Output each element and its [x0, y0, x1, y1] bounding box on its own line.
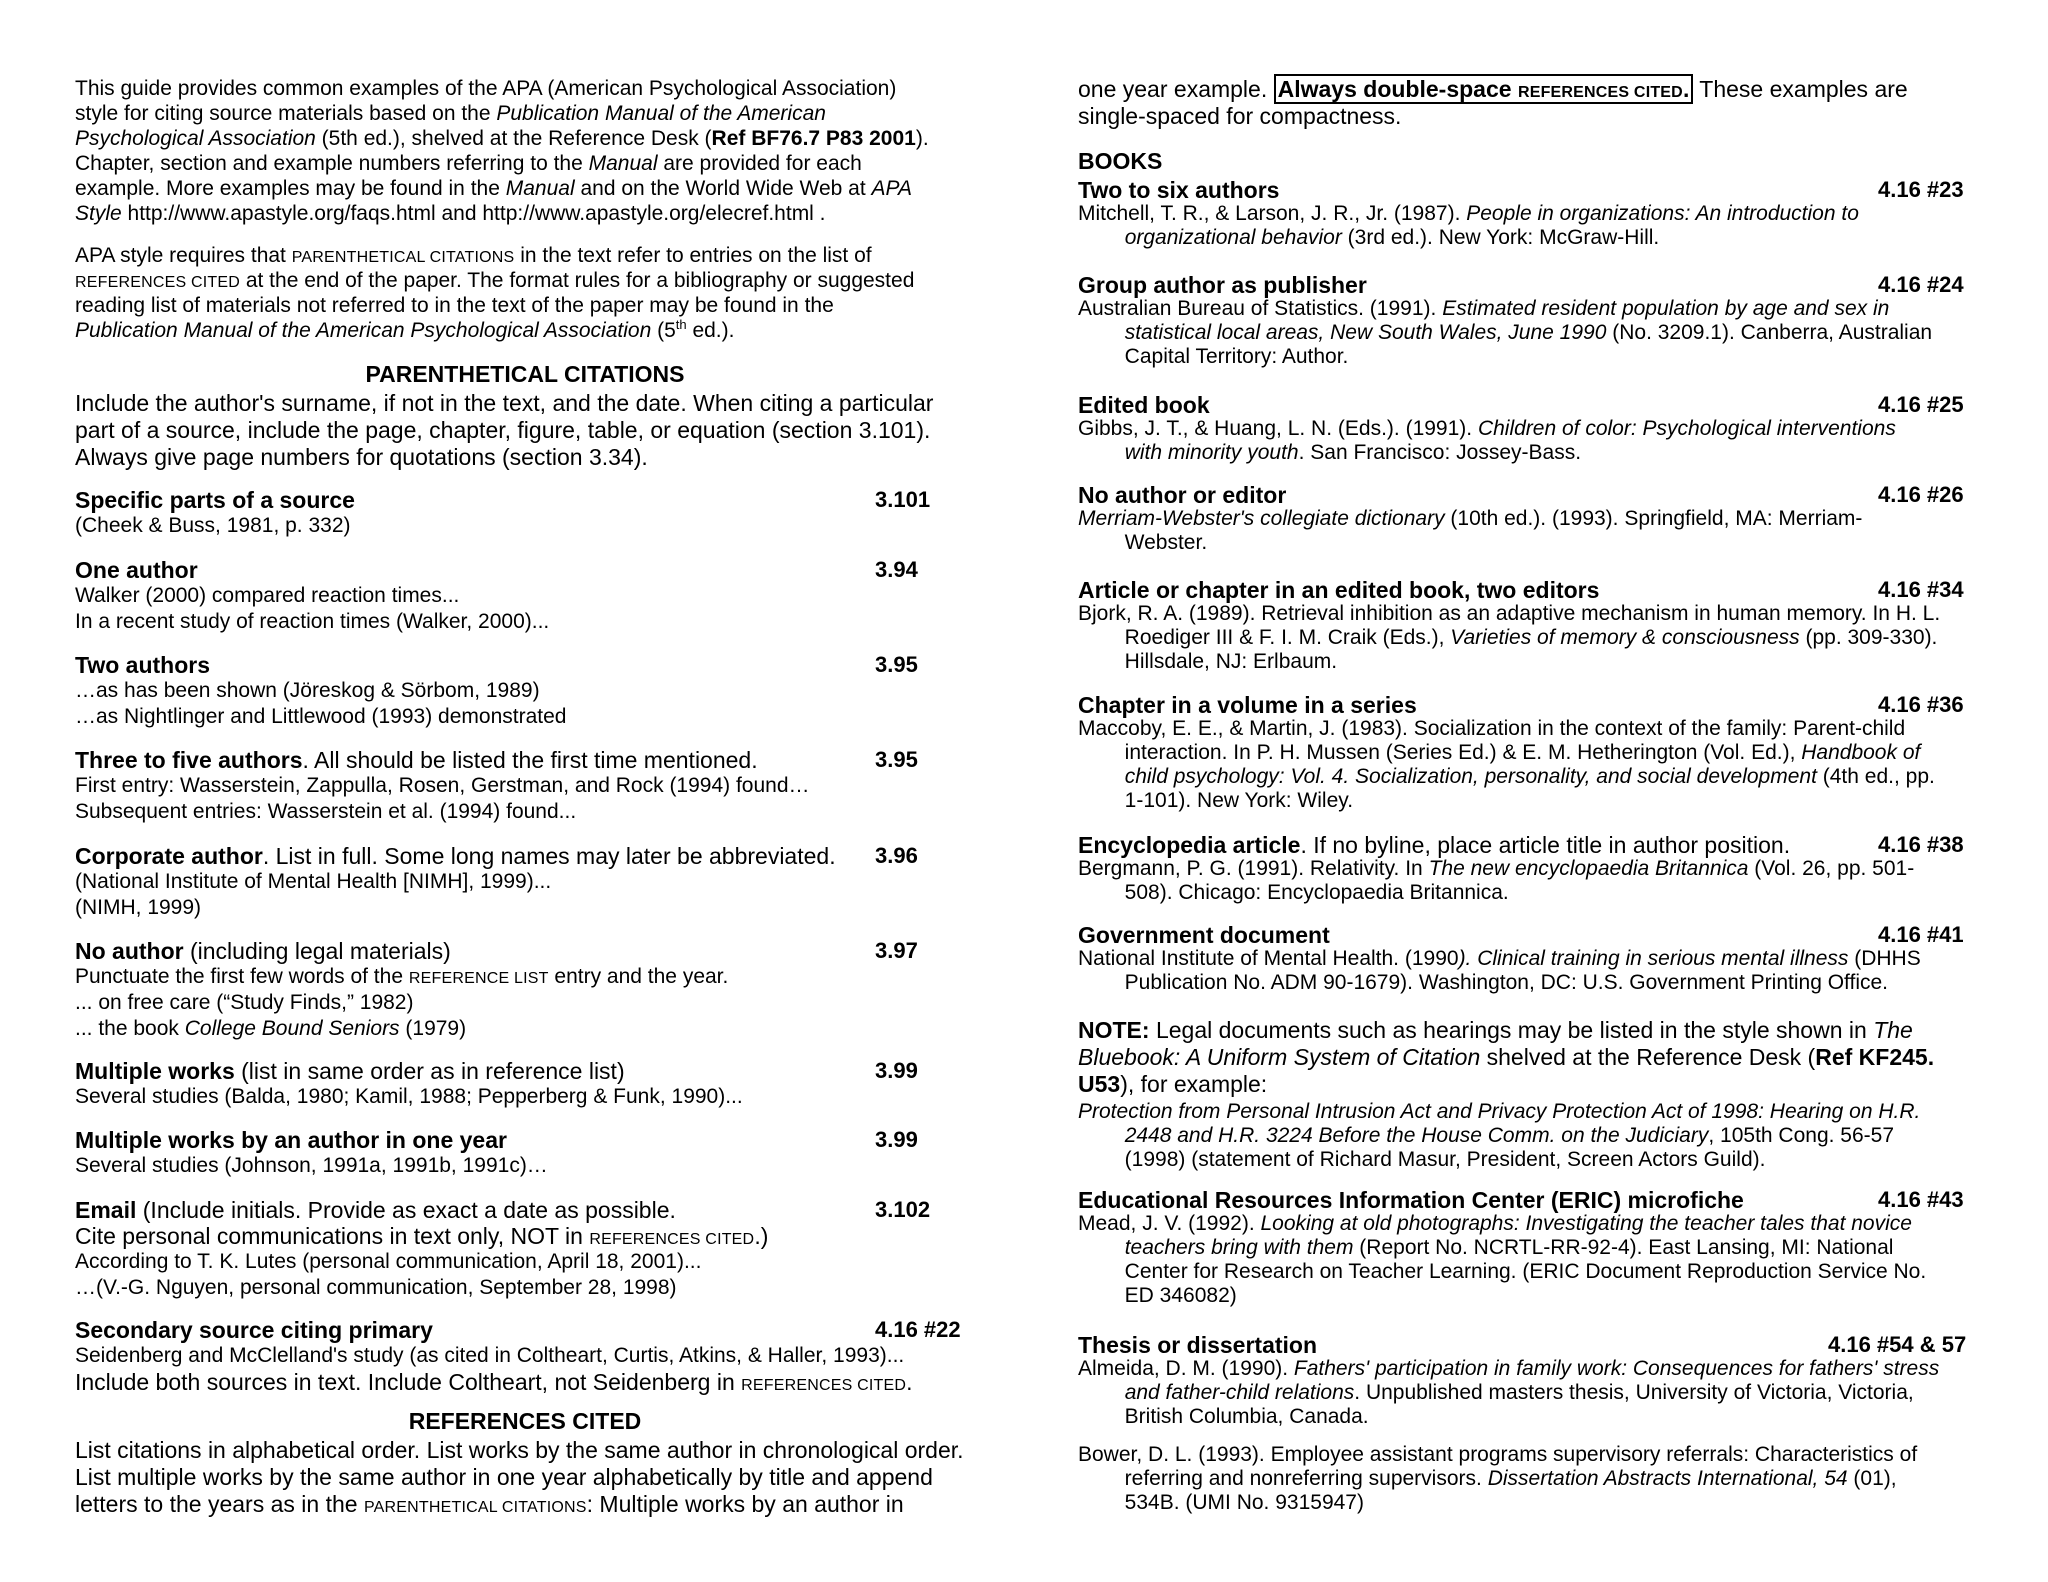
entry-line: National Institute of Mental Health. (1990). Clinical training in serious mental illness (DHHS [1078, 947, 1921, 970]
entry-line: ED 346082) [1078, 1284, 1237, 1307]
entry-title: Multiple works (list in same order as in reference list) [75, 1058, 625, 1084]
section-heading: REFERENCES CITED [408, 1408, 642, 1434]
entry-line: and father-child relations. Unpublished masters thesis, University of Victoria, Victoria, [1124, 1381, 1914, 1404]
intro-line: This guide provides common examples of the APA (American Psychological Association) [75, 77, 897, 100]
entry-line: Walker (2000) compared reaction times... [75, 584, 460, 607]
intro-line: Always give page numbers for quotations (section 3.34). [75, 444, 648, 470]
section-heading: PARENTHETICAL CITATIONS [365, 361, 685, 387]
entry-line: Center for Research on Teacher Learning. (ERIC Document Reproduction Service No. [1078, 1260, 1927, 1283]
entry-line: ... on free care (“Study Finds,” 1982) [75, 991, 414, 1014]
entry-line: Webster. [1078, 531, 1208, 554]
entry-line: 534B. (UMI No. 9315947) [1078, 1491, 1364, 1514]
entry-title: Email (Include initials. Provide as exact a date as possible. [75, 1197, 676, 1223]
section-number: 4.16 #25 [1878, 392, 1964, 417]
entry-line: Gibbs, J. T., & Huang, L. N. (Eds.). (1991). Children of color: Psychological interventions [1078, 417, 1896, 440]
entry-line: Subsequent entries: Wasserstein et al. (1994) found... [75, 800, 577, 823]
section-number: 3.99 [875, 1058, 918, 1083]
entry-title: Educational Resources Information Center (ERIC) microfiche [1078, 1187, 1744, 1213]
entry-title: Article or chapter in an edited book, two editors [1078, 577, 1600, 603]
section-number: 3.95 [875, 652, 918, 677]
entry-line: (NIMH, 1999) [75, 896, 202, 919]
intro-line: example. More examples may be found in the Manual and on the World Wide Web at APA [75, 177, 912, 200]
entry-line: Several studies (Johnson, 1991a, 1991b, 1991c)… [75, 1154, 548, 1177]
entry-line: First entry: Wasserstein, Zappulla, Rosen, Gerstman, and Rock (1994) found… [75, 774, 810, 797]
entry-line: Punctuate the first few words of the REFERENCE LIST entry and the year. [75, 965, 729, 988]
section-number: 4.16 #54 & 57 [1828, 1332, 1967, 1357]
intro-line: reading list of materials not referred to in the text of the paper may be found in the [75, 294, 834, 317]
entry-line: Several studies (Balda, 1980; Kamil, 1988; Pepperberg & Funk, 1990)... [75, 1085, 743, 1108]
section-number: 4.16 #34 [1878, 577, 1964, 602]
intro-line: REFERENCES CITED at the end of the paper. The format rules for a bibliography or suggested [75, 269, 915, 292]
intro-line: style for citing source materials based on the Publication Manual of the American [75, 102, 826, 125]
entry-line: teachers bring with them (Report No. NCRTL-RR-92-4). East Lansing, MI: National [1124, 1236, 1894, 1259]
note-line: 2448 and H.R. 3224 Before the House Comm. on the Judiciary, 105th Cong. 56-57 [1124, 1124, 1894, 1147]
section-number: 3.99 [875, 1127, 918, 1152]
intro-line: Chapter, section and example numbers referring to the Manual are provided for each [75, 152, 862, 175]
entry-line: Seidenberg and McClelland's study (as cited in Coltheart, Curtis, Atkins, & Haller, 1993)... [75, 1344, 905, 1367]
section-number: 4.16 #22 [875, 1317, 961, 1342]
entry-title: Edited book [1078, 392, 1210, 418]
entry-line: (National Institute of Mental Health [NIMH], 1999)... [75, 870, 552, 893]
entry-line: According to T. K. Lutes (personal communication, April 18, 2001)... [75, 1250, 702, 1273]
section-number: 4.16 #23 [1878, 177, 1964, 202]
entry-line: Merriam-Webster's collegiate dictionary (10th ed.). (1993). Springfield, MA: Merriam- [1078, 507, 1863, 530]
intro-line: Style http://www.apastyle.org/faqs.html and http://www.apastyle.org/elecref.html . [75, 202, 826, 225]
entry-line: …(V.-G. Nguyen, personal communication, September 28, 1998) [75, 1276, 677, 1299]
entry-line: organizational behavior (3rd ed.). New York: McGraw-Hill. [1124, 226, 1660, 249]
entry-line: Capital Territory: Author. [1078, 345, 1349, 368]
entry-title: No author (including legal materials) [75, 938, 451, 964]
entry-line: Cite personal communications in text only, NOT in REFERENCES CITED.) [75, 1223, 769, 1249]
entry-title: Two authors [75, 652, 211, 678]
section-number: 3.95 [875, 747, 918, 772]
entry-line: Bjork, R. A. (1989). Retrieval inhibition as an adaptive mechanism in human memory. In H. L. [1078, 602, 1941, 625]
entry-line: Bower, D. L. (1993). Employee assistant programs supervisory referrals: Characteristics of [1078, 1443, 1918, 1466]
entry-line: Hillsdale, NJ: Erlbaum. [1078, 650, 1338, 673]
entry-line: Mitchell, T. R., & Larson, J. R., Jr. (1987). People in organizations: An introduction to [1078, 202, 1859, 225]
section-number: 4.16 #36 [1878, 692, 1964, 717]
section-heading: BOOKS [1078, 148, 1163, 174]
entry-line: Bergmann, P. G. (1991). Relativity. In The new encyclopaedia Britannica (Vol. 26, pp. 501- [1078, 857, 1915, 880]
entry-line: Publication No. ADM 90-1679). Washington, DC: U.S. Government Printing Office. [1078, 971, 1889, 994]
entry-line: interaction. In P. H. Mussen (Series Ed.) & E. M. Hetherington (Vol. Ed.), Handbook of [1078, 741, 1921, 764]
section-number: 4.16 #41 [1878, 922, 1964, 947]
section-number: 3.97 [875, 938, 918, 963]
intro-line: single-spaced for compactness. [1078, 103, 1402, 129]
section-number: 4.16 #24 [1878, 272, 1964, 297]
entry-line: Roediger III & F. I. M. Craik (Eds.), Varieties of memory & consciousness (pp. 309-330). [1078, 626, 1938, 649]
entry-line: Maccoby, E. E., & Martin, J. (1983). Socialization in the context of the family: Parent-child [1078, 717, 1906, 740]
entry-line: (Cheek & Buss, 1981, p. 332) [75, 514, 351, 537]
intro-line: Psychological Association (5th ed.), shelved at the Reference Desk (Ref BF76.7 P83 2001). [75, 127, 929, 150]
entry-line: Australian Bureau of Statistics. (1991). Estimated resident population by age and sex in [1078, 297, 1890, 320]
entry-line: …as Nightlinger and Littlewood (1993) demonstrated [75, 705, 567, 728]
entry-title: No author or editor [1078, 482, 1287, 508]
section-number: 4.16 #38 [1878, 832, 1964, 857]
entry-title: Encyclopedia article. If no byline, place article title in author position. [1078, 832, 1791, 858]
entry-line: Almeida, D. M. (1990). Fathers' participation in family work: Consequences for fathers' stress [1078, 1357, 1940, 1380]
intro-line: letters to the years as in the PARENTHETICAL CITATIONS: Multiple works by an author in [75, 1491, 904, 1517]
entry-title: Group author as publisher [1078, 272, 1367, 298]
entry-line: British Columbia, Canada. [1078, 1405, 1369, 1428]
entry-title: Multiple works by an author in one year [75, 1127, 507, 1153]
entry-line: 1-101). New York: Wiley. [1078, 789, 1354, 812]
entry-line: child psychology: Vol. 4. Socialization, personality, and social development (4th ed., pp. [1124, 765, 1935, 788]
entry-title: Specific parts of a source [75, 487, 355, 513]
entry-line: Mead, J. V. (1992). Looking at old photographs: Investigating the teacher tales that novice [1078, 1212, 1912, 1235]
intro-line: APA style requires that PARENTHETICAL CITATIONS in the text refer to entries on the list of [75, 244, 872, 267]
intro-line: one year example. Always double-space REFERENCES CITED. These examples are [1078, 76, 1908, 102]
entry-line: ... the book College Bound Seniors (1979) [75, 1017, 467, 1040]
intro-line: Include the author's surname, if not in the text, and the date. When citing a particular [75, 390, 934, 416]
section-number: 3.101 [875, 487, 931, 512]
intro-line: part of a source, include the page, chapter, figure, table, or equation (section 3.101). [75, 417, 931, 443]
entry-line: 508). Chicago: Encyclopaedia Britannica. [1078, 881, 1509, 904]
section-number: 3.102 [875, 1197, 931, 1222]
section-number: 4.16 #43 [1878, 1187, 1964, 1212]
section-number: 3.94 [875, 557, 918, 582]
note-line: NOTE: Legal documents such as hearings may be listed in the style shown in The [1078, 1017, 1913, 1043]
entry-title: Two to six authors [1078, 177, 1280, 203]
section-number: 4.16 #26 [1878, 482, 1964, 507]
entry-line: referring and nonreferring supervisors. Dissertation Abstracts International, 54 (01), [1078, 1467, 1897, 1490]
entry-title: Corporate author. List in full. Some long names may later be abbreviated. [75, 843, 836, 869]
entry-line: Include both sources in text. Include Coltheart, not Seidenberg in REFERENCES CITED. [75, 1369, 913, 1395]
entry-title: Thesis or dissertation [1078, 1332, 1318, 1358]
intro-line: List multiple works by the same author in one year alphabetically by title and append [75, 1464, 933, 1490]
entry-title: Three to five authors. All should be listed the first time mentioned. [75, 747, 758, 773]
intro-line: Publication Manual of the American Psychological Association (5th ed.). [75, 317, 735, 342]
entry-title: Secondary source citing primary [75, 1317, 433, 1343]
note-line: Protection from Personal Intrusion Act and Privacy Protection Act of 1998: Hearing on H.R. [1078, 1100, 1921, 1123]
entry-line: …as has been shown (Jöreskog & Sörbom, 1989) [75, 679, 540, 702]
entry-line: statistical local areas, New South Wales, June 1990 (No. 3209.1). Canberra, Australian [1124, 321, 1933, 344]
entry-title: One author [75, 557, 198, 583]
entry-title: Government document [1078, 922, 1330, 948]
intro-line: List citations in alphabetical order. List works by the same author in chronological order. [75, 1437, 964, 1463]
entry-line: with minority youth. San Francisco: Jossey-Bass. [1124, 441, 1582, 464]
note-line: U53), for example: [1078, 1071, 1268, 1097]
note-line: Bluebook: A Uniform System of Citation shelved at the Reference Desk (Ref KF245. [1078, 1044, 1935, 1070]
entry-title: Chapter in a volume in a series [1078, 692, 1417, 718]
section-number: 3.96 [875, 843, 918, 868]
note-line: (1998) (statement of Richard Masur, President, Screen Actors Guild). [1078, 1148, 1766, 1171]
entry-line: In a recent study of reaction times (Walker, 2000)... [75, 610, 550, 633]
